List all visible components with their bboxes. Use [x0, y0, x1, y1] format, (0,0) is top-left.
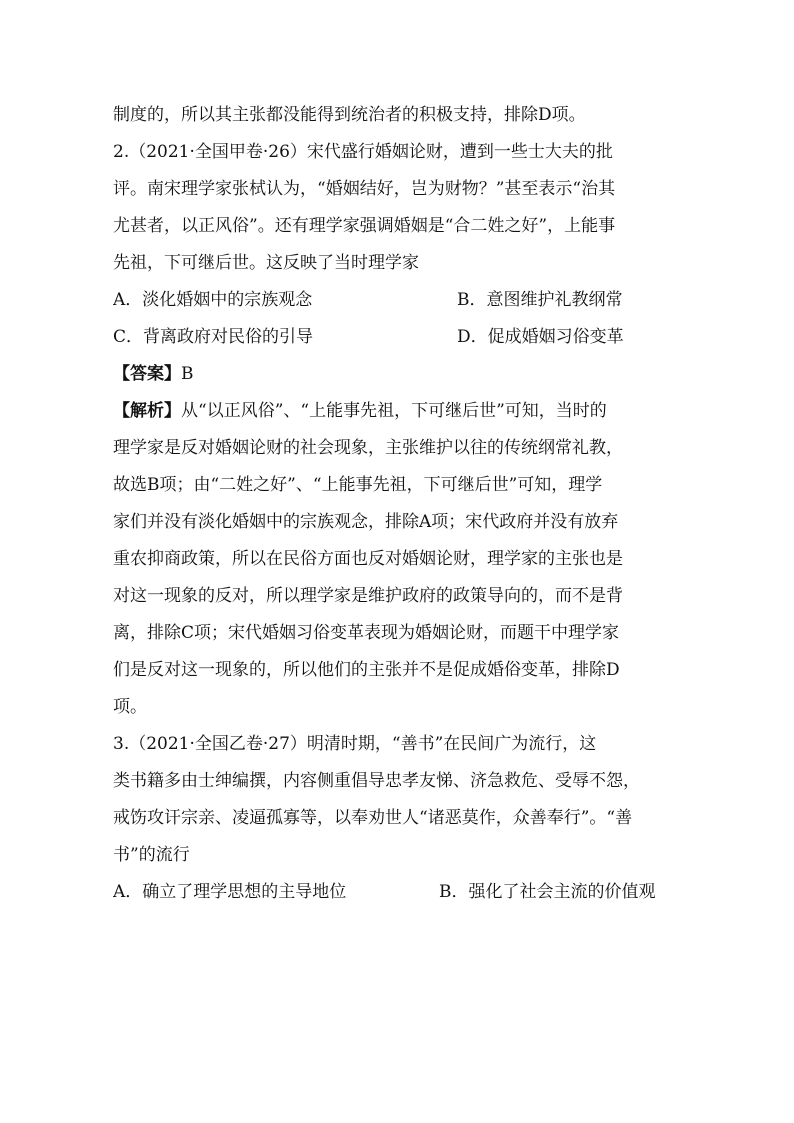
question-2-analysis-line: 故选B项；由“二姓之好”、“上能事先祖，下可继后世”可知，理学	[113, 475, 603, 495]
question-3-stem-line: 类书籍多由士绅编撰，内容侧重倡导忠孝友悌、济急救危、受辱不怨，	[113, 771, 640, 791]
question-3-option-a: A．确立了理学思想的主导地位	[113, 882, 347, 902]
question-2-analysis-line: 项。	[113, 697, 147, 717]
question-2-analysis-line: 们是反对这一现象的，所以他们的主张并不是促成婚俗变革，排除D	[113, 660, 620, 680]
question-2-option-a: A．淡化婚姻中的宗族观念	[113, 290, 313, 310]
question-2-analysis-line: 重农抑商政策，所以在民俗方面也反对婚姻论财，理学家的主张也是	[113, 549, 623, 569]
question-2-answer	[113, 356, 683, 393]
question-2-analysis-line: 家们并没有淡化婚姻中的宗族观念，排除A项；宋代政府并没有放弃	[113, 512, 619, 532]
analysis-label: 【解析】	[113, 401, 181, 421]
question-3-stem-line: 书”的流行	[113, 845, 190, 865]
question-3	[113, 726, 683, 911]
question-2-options-row-1	[113, 282, 683, 319]
question-2-stem-line: 尤甚者，以正风俗”。还有理学家强调婚姻是“合二姓之好”，上能事	[113, 216, 616, 236]
question-2-options-row-2	[113, 319, 683, 356]
question-2-stem-line: 先祖，下可继后世。这反映了当时理学家	[113, 253, 419, 273]
question-3-stem-line: 3.（2021·全国乙卷·27）明清时期，“善书”在民间广为流行，这	[113, 734, 597, 754]
question-2-analysis-line: 对这一现象的反对，所以理学家是维护政府的政策导向的，而不是背	[113, 586, 623, 606]
answer-label: 【答案】	[113, 364, 181, 384]
question-3-options-row-1	[113, 874, 683, 911]
question-3-stem-line: 戒饬攻讦宗亲、凌逼孤寡等，以奉劝世人“诸恶莫作，众善奉行”。“善	[113, 808, 633, 828]
question-2-option-b: B．意图维护礼教纲常	[457, 290, 623, 310]
question-2-option-d: D．促成婚姻习俗变革	[457, 327, 624, 347]
question-2-analysis-line	[113, 393, 683, 430]
question-2-stem-line: 2.（2021·全国甲卷·26）宋代盛行婚姻论财，遭到一些士大夫的批	[113, 142, 613, 162]
question-2-analysis-line: 离，排除C项；宋代婚姻习俗变革表现为婚姻论财，而题干中理学家	[113, 623, 620, 643]
question-3-option-b: B．强化了社会主流的价值观	[439, 882, 656, 902]
continuation-text: 制度的，所以其主张都没能得到统治者的积极支持，排除D项。	[113, 105, 586, 125]
question-2	[113, 134, 683, 726]
question-2-analysis-line: 理学家是反对婚姻论财的社会现象，主张维护以往的传统纲常礼教，	[113, 438, 623, 458]
document-page	[113, 97, 683, 911]
question-2-stem-line: 评。南宋理学家张栻认为，“婚姻结好，岂为财物？”甚至表示“治其	[113, 179, 616, 199]
answer-value: B	[181, 364, 194, 384]
analysis-text: 从“以正风俗”、“上能事先祖，下可继后世”可知，当时的	[181, 401, 607, 421]
question-2-option-c: C．背离政府对民俗的引导	[113, 327, 314, 347]
